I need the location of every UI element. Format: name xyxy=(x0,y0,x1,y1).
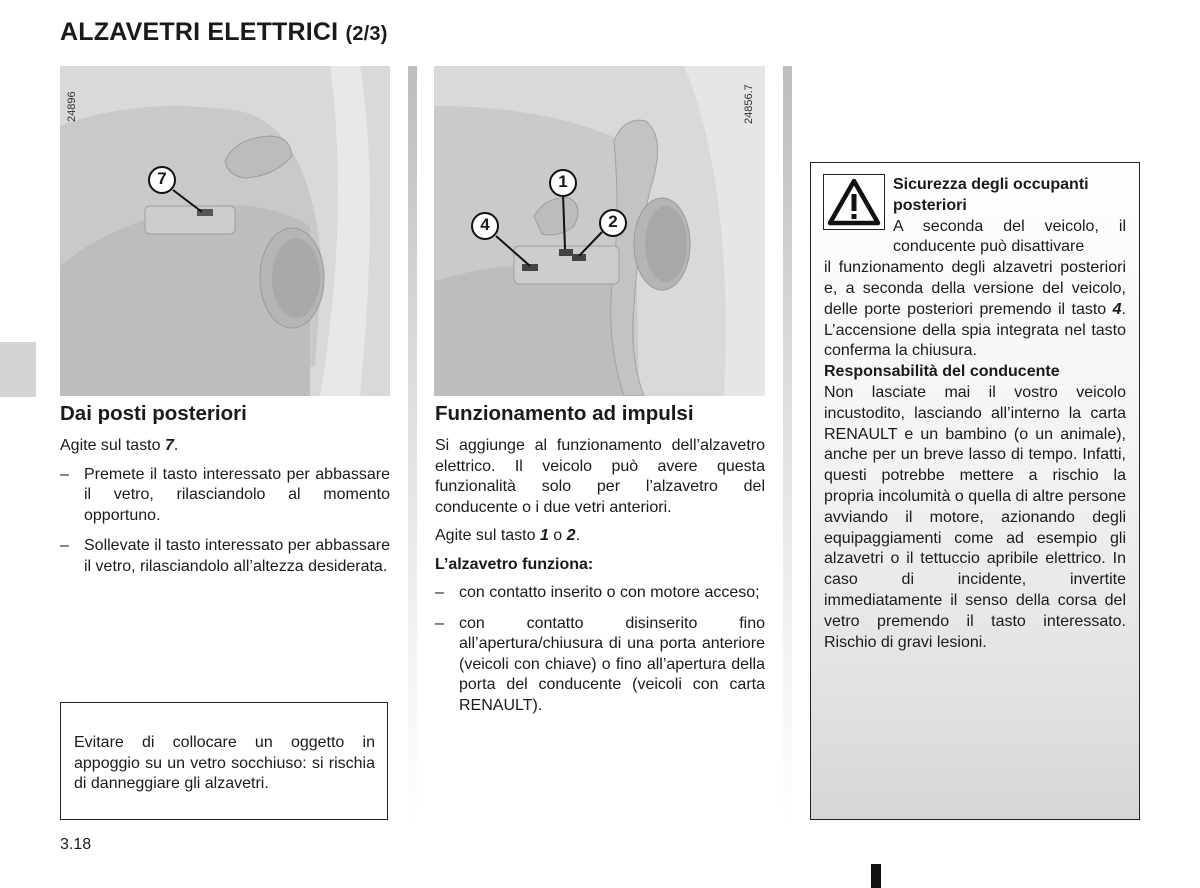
chapter-tab xyxy=(0,342,36,397)
callout-7: 7 xyxy=(157,169,167,188)
impulse-text xyxy=(435,436,765,726)
impulse-keys: Agite sul tasto 1 o 2. xyxy=(435,527,581,544)
front-door-illustration xyxy=(434,66,765,396)
warning-subheading: Responsabilità del conducente xyxy=(824,363,1060,381)
callout-4: 4 xyxy=(480,215,490,234)
impulse-paragraph: Si aggiunge al funzionamento dell’alzavetro elettrico. Il veicolo può avere questa funzionalità solo per l’alzavetro del conducente o i due vetri anteriori. xyxy=(435,437,765,516)
callout-1: 1 xyxy=(558,172,568,191)
figure-code: 24856.7 xyxy=(743,84,755,124)
warning-box xyxy=(810,162,1140,820)
key-ref: 7 xyxy=(164,437,174,454)
title-suffix: (2/3) xyxy=(345,23,388,45)
warning-intro: A seconda del veicolo, il conducente può disattivare xyxy=(893,217,1126,256)
warning-heading: Sicurezza degli occupanti posteriori xyxy=(893,176,1089,214)
warning-body: il funzionamento degli alzavetri posteriori e, a seconda della versione del veicolo, delle porte posteriori premendo il tasto 4. L’accensione della spia integrata nel tasto conferma la chiusura. xyxy=(824,259,1126,360)
crop-mark xyxy=(871,864,881,888)
note-text: Evitare di collocare un oggetto in appoggio su un vetro socchiuso: si rischia di danneggiare gli alzavetri. xyxy=(74,734,375,792)
column-divider xyxy=(783,66,792,826)
key-ref: 4 xyxy=(1112,300,1122,318)
rear-seats-text xyxy=(60,436,390,587)
figure-code: 24896 xyxy=(66,91,78,122)
rear-door-illustration xyxy=(60,66,390,396)
title-main: ALZAVETRI ELETTRICI xyxy=(60,18,339,46)
page-number: 3.18 xyxy=(60,836,92,853)
list-item: – con contatto disinserito fino all’apertura/chiusura di una porta anteriore (veicoli con chiave) o fino all’apertura della porta del conducente (veicoli con carta RENAULT). xyxy=(435,614,765,714)
list-item: – Premete il tasto interessato per abbassare il vetro, rilasciandolo al momento opportuno. xyxy=(60,465,390,524)
list-item: – Sollevate il tasto interessato per abbassare il vetro, rilasciandolo all’altezza desiderata. xyxy=(60,537,390,575)
warning-body-2: Non lasciate mai il vostro veicolo incustodito, lasciando all’interno la carta RENAULT e un bambino (o un animale), anche per un breve lasso di tempo. Infatti, questi potrebbe mettere a rischio la propria incolumità o quella di altre persone avviando il motore, azionando degli equipaggiamenti come ad esempio gli alzavetri o il tettuccio apribile elettrico. In caso di incidente, invertite immediatamente il senso della corsa del vetro premendo il tasto interessato. Rischio di gravi lesioni. xyxy=(824,383,1126,651)
section-heading-impulse: Funzionamento ad impulsi xyxy=(435,402,694,425)
callout-2: 2 xyxy=(608,212,618,231)
column-divider xyxy=(408,66,417,826)
impulse-subheading: L’alzavetro funziona: xyxy=(435,555,594,573)
list-item: – con contatto inserito o con motore acceso; xyxy=(435,584,760,601)
page-title xyxy=(60,18,388,47)
section-heading-rear: Dai posti posteriori xyxy=(60,402,247,425)
note-box xyxy=(60,702,388,820)
rear-intro: Agite sul tasto 7. xyxy=(60,437,179,454)
